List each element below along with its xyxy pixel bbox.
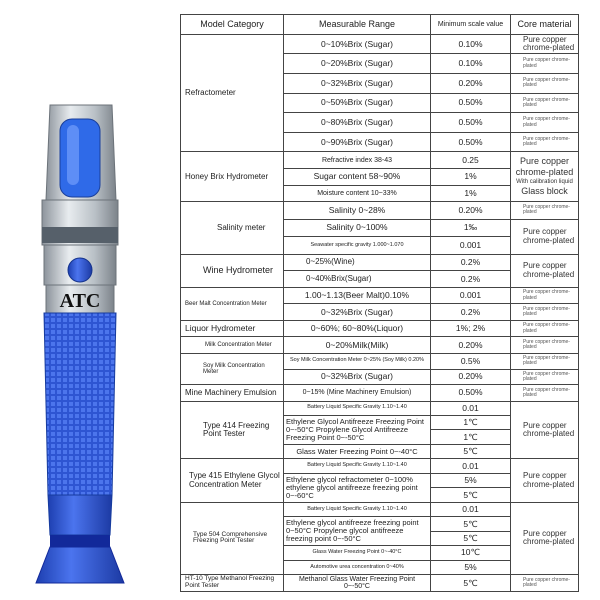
range-cell: 0~20%Brix (Sugar): [284, 54, 431, 74]
model-ht-10: HT-10 Type Methanol Freezing Point Tester: [181, 575, 284, 592]
material-cell: Pure copper chrome-plated: [511, 502, 579, 574]
model-type-415: Type 415 Ethylene Glycol Concentration Meter: [181, 459, 284, 502]
range-cell: Battery Liquid Specific Gravity 1.10~1.40: [284, 401, 431, 415]
range-cell: 0~60%; 60~80%(Liquor): [284, 320, 431, 337]
material-cell: Pure copper chrome-plated: [511, 54, 579, 74]
header-core-material: Core material: [511, 15, 579, 35]
range-cell: Battery Liquid Specific Gravity 1.10~1.40: [284, 502, 431, 516]
range-cell: 0~20%Milk(Milk): [284, 337, 431, 354]
range-cell: 0~50%Brix (Sugar): [284, 93, 431, 113]
scale-cell: 0.20%: [431, 337, 511, 354]
scale-cell: 1%: [431, 185, 511, 202]
material-line: Pure copper: [519, 156, 570, 167]
scale-cell: 5℃: [431, 575, 511, 592]
model-type-414: Type 414 Freezing Point Tester: [181, 401, 284, 459]
scale-cell: 0.01: [431, 459, 511, 473]
material-cell: Pure copper chrome-plated: [511, 304, 579, 321]
range-cell: Automotive urea concentration 0~40%: [284, 560, 431, 574]
material-line: Glass block: [521, 186, 568, 197]
range-cell: 0~15% (Mine Machinery Emulsion): [284, 385, 431, 402]
material-cell: Pure copper chrome-plated: [511, 202, 579, 220]
header-minimum-scale: Minimum scale value: [431, 15, 511, 35]
range-cell: Glass Water Freezing Point 0~-40°C: [284, 546, 431, 560]
material-cell: Pure copper chrome-plated: [511, 337, 579, 354]
header-measurable-range: Measurable Range: [284, 15, 431, 35]
range-cell: Salinity 0~28%: [284, 202, 431, 220]
scale-cell: 0.50%: [431, 385, 511, 402]
model-type-504: Type 504 Comprehensive Freezing Point Tester: [181, 502, 284, 574]
material-cell: Pure copper chrome-plated: [511, 354, 579, 370]
range-cell: Refractive index 38-43: [284, 152, 431, 169]
range-cell: Sugar content 58~90%: [284, 169, 431, 186]
range-cell: Soy Milk Concentration Meter 0~25% (Soy Milk) 0.20%: [284, 354, 431, 370]
scale-cell: 0.50%: [431, 132, 511, 152]
material-cell: Pure copper chrome-plated: [511, 385, 579, 402]
range-cell: 1.00~1.13(Beer Malt)0.10%: [284, 287, 431, 304]
material-cell: Pure copper chrome-plated: [511, 132, 579, 152]
material-cell: Pure copper chrome-plated: [511, 575, 579, 592]
material-line: chrome-plated: [515, 167, 574, 178]
material-cell: Pure copper chrome-plated: [511, 254, 579, 287]
range-cell: Battery Liquid Specific Gravity 1.10~1.40: [284, 459, 431, 473]
material-cell: Pure copper chrome-plated: [511, 287, 579, 304]
scale-cell: 0.50%: [431, 93, 511, 113]
range-cell: Seawater specific gravity 1.000~1.070: [284, 237, 431, 255]
range-cell: 0~25%(Wine): [284, 254, 431, 271]
range-cell: 0~10%Brix (Sugar): [284, 34, 431, 54]
range-cell: Ethylene Glycol Antifreeze Freezing Point 0~-50°C Propylene Glycol Antifreeze Freezing Point 0~-50°C: [284, 416, 431, 445]
range-cell: Ethylene glycol antifreeze freezing point 0~50°C Propylene glycol antifreeze freezing point 0~-50°C: [284, 517, 431, 546]
range-cell: 0~40%Brix(Sugar): [284, 271, 431, 288]
range-cell: 0~90%Brix (Sugar): [284, 132, 431, 152]
range-cell: Ethylene glycol refractometer 0~100% ethylene glycol antifreeze freezing point 0~-60°C: [284, 473, 431, 502]
range-cell: 0~32%Brix (Sugar): [284, 369, 431, 385]
scale-cell: 0.10%: [431, 54, 511, 74]
model-wine-hydrometer: Wine Hydrometer: [181, 254, 284, 287]
material-cell: Pure copper chrome-plated: [511, 34, 579, 54]
range-cell: 0~80%Brix (Sugar): [284, 113, 431, 133]
scale-cell: 0.20%: [431, 73, 511, 93]
material-line: With calibration liquid: [516, 178, 573, 185]
model-honey-brix-hydrometer: Honey Brix Hydrometer: [181, 152, 284, 202]
model-beer-malt-meter: Beer Malt Concentration Meter: [181, 287, 284, 320]
scale-cell: 0.2%: [431, 304, 511, 321]
scale-cell: 0.001: [431, 237, 511, 255]
scale-cell: 5%: [431, 473, 511, 487]
range-cell: Methanol Glass Water Freezing Point 0~-50°C: [284, 575, 431, 592]
material-cell: Pure copper chrome-plated: [511, 73, 579, 93]
specification-table: [180, 14, 579, 592]
scale-cell: 5%: [431, 560, 511, 574]
scale-cell: 0.25: [431, 152, 511, 169]
scale-cell: 0.20%: [431, 369, 511, 385]
scale-cell: 5℃: [431, 444, 511, 458]
scale-cell: 0.001: [431, 287, 511, 304]
scale-cell: 1%; 2%: [431, 320, 511, 337]
scale-cell: 0.01: [431, 401, 511, 415]
material-cell: Pure copper chrome-plated: [511, 320, 579, 337]
material-cell: Pure copper chrome-plated: [511, 369, 579, 385]
model-mine-machinery-emulsion: Mine Machinery Emulsion: [181, 385, 284, 402]
scale-cell: 0.2%: [431, 254, 511, 271]
material-cell: Pure copper chrome-plated: [511, 219, 579, 254]
scale-cell: 1%: [431, 169, 511, 186]
scale-cell: 0.10%: [431, 34, 511, 54]
scale-cell: 0.50%: [431, 113, 511, 133]
scale-cell: 0.5%: [431, 354, 511, 370]
material-cell: Pure copper chrome-plated: [511, 459, 579, 502]
scale-cell: 10℃: [431, 546, 511, 560]
scale-cell: 1℃: [431, 430, 511, 444]
range-cell: Salinity 0~100%: [284, 219, 431, 237]
material-cell: Pure copper chrome-plated: [511, 401, 579, 459]
model-refractometer: Refractometer: [181, 34, 284, 152]
range-cell: 0~32%Brix (Sugar): [284, 304, 431, 321]
model-milk-meter: Milk Concentration Meter: [181, 337, 284, 354]
material-cell: Pure copper chrome-plated: [511, 113, 579, 133]
scale-cell: 1℃: [431, 416, 511, 430]
range-cell: Moisture content 10~33%: [284, 185, 431, 202]
material-cell: Pure copper chrome-plated: [511, 93, 579, 113]
scale-cell: 5℃: [431, 517, 511, 531]
scale-cell: 1‰: [431, 219, 511, 237]
scale-cell: 0.2%: [431, 271, 511, 288]
atc-label: ATC: [59, 290, 101, 312]
range-cell: Glass Water Freezing Point 0~-40°C: [284, 444, 431, 458]
header-model-category: Model Category: [181, 15, 284, 35]
scale-cell: 5℃: [431, 531, 511, 545]
scale-cell: 0.20%: [431, 202, 511, 220]
model-liquor-hydrometer: Liquor Hydrometer: [181, 320, 284, 337]
model-salinity-meter: Salinity meter: [181, 202, 284, 255]
model-soy-milk-meter: Soy Milk Concentration Meter: [181, 354, 284, 385]
range-cell: 0~32%Brix (Sugar): [284, 73, 431, 93]
refractometer-product-image: [20, 95, 160, 595]
scale-cell: 0.01: [431, 502, 511, 516]
material-cell: [511, 152, 579, 202]
scale-cell: 5℃: [431, 488, 511, 502]
